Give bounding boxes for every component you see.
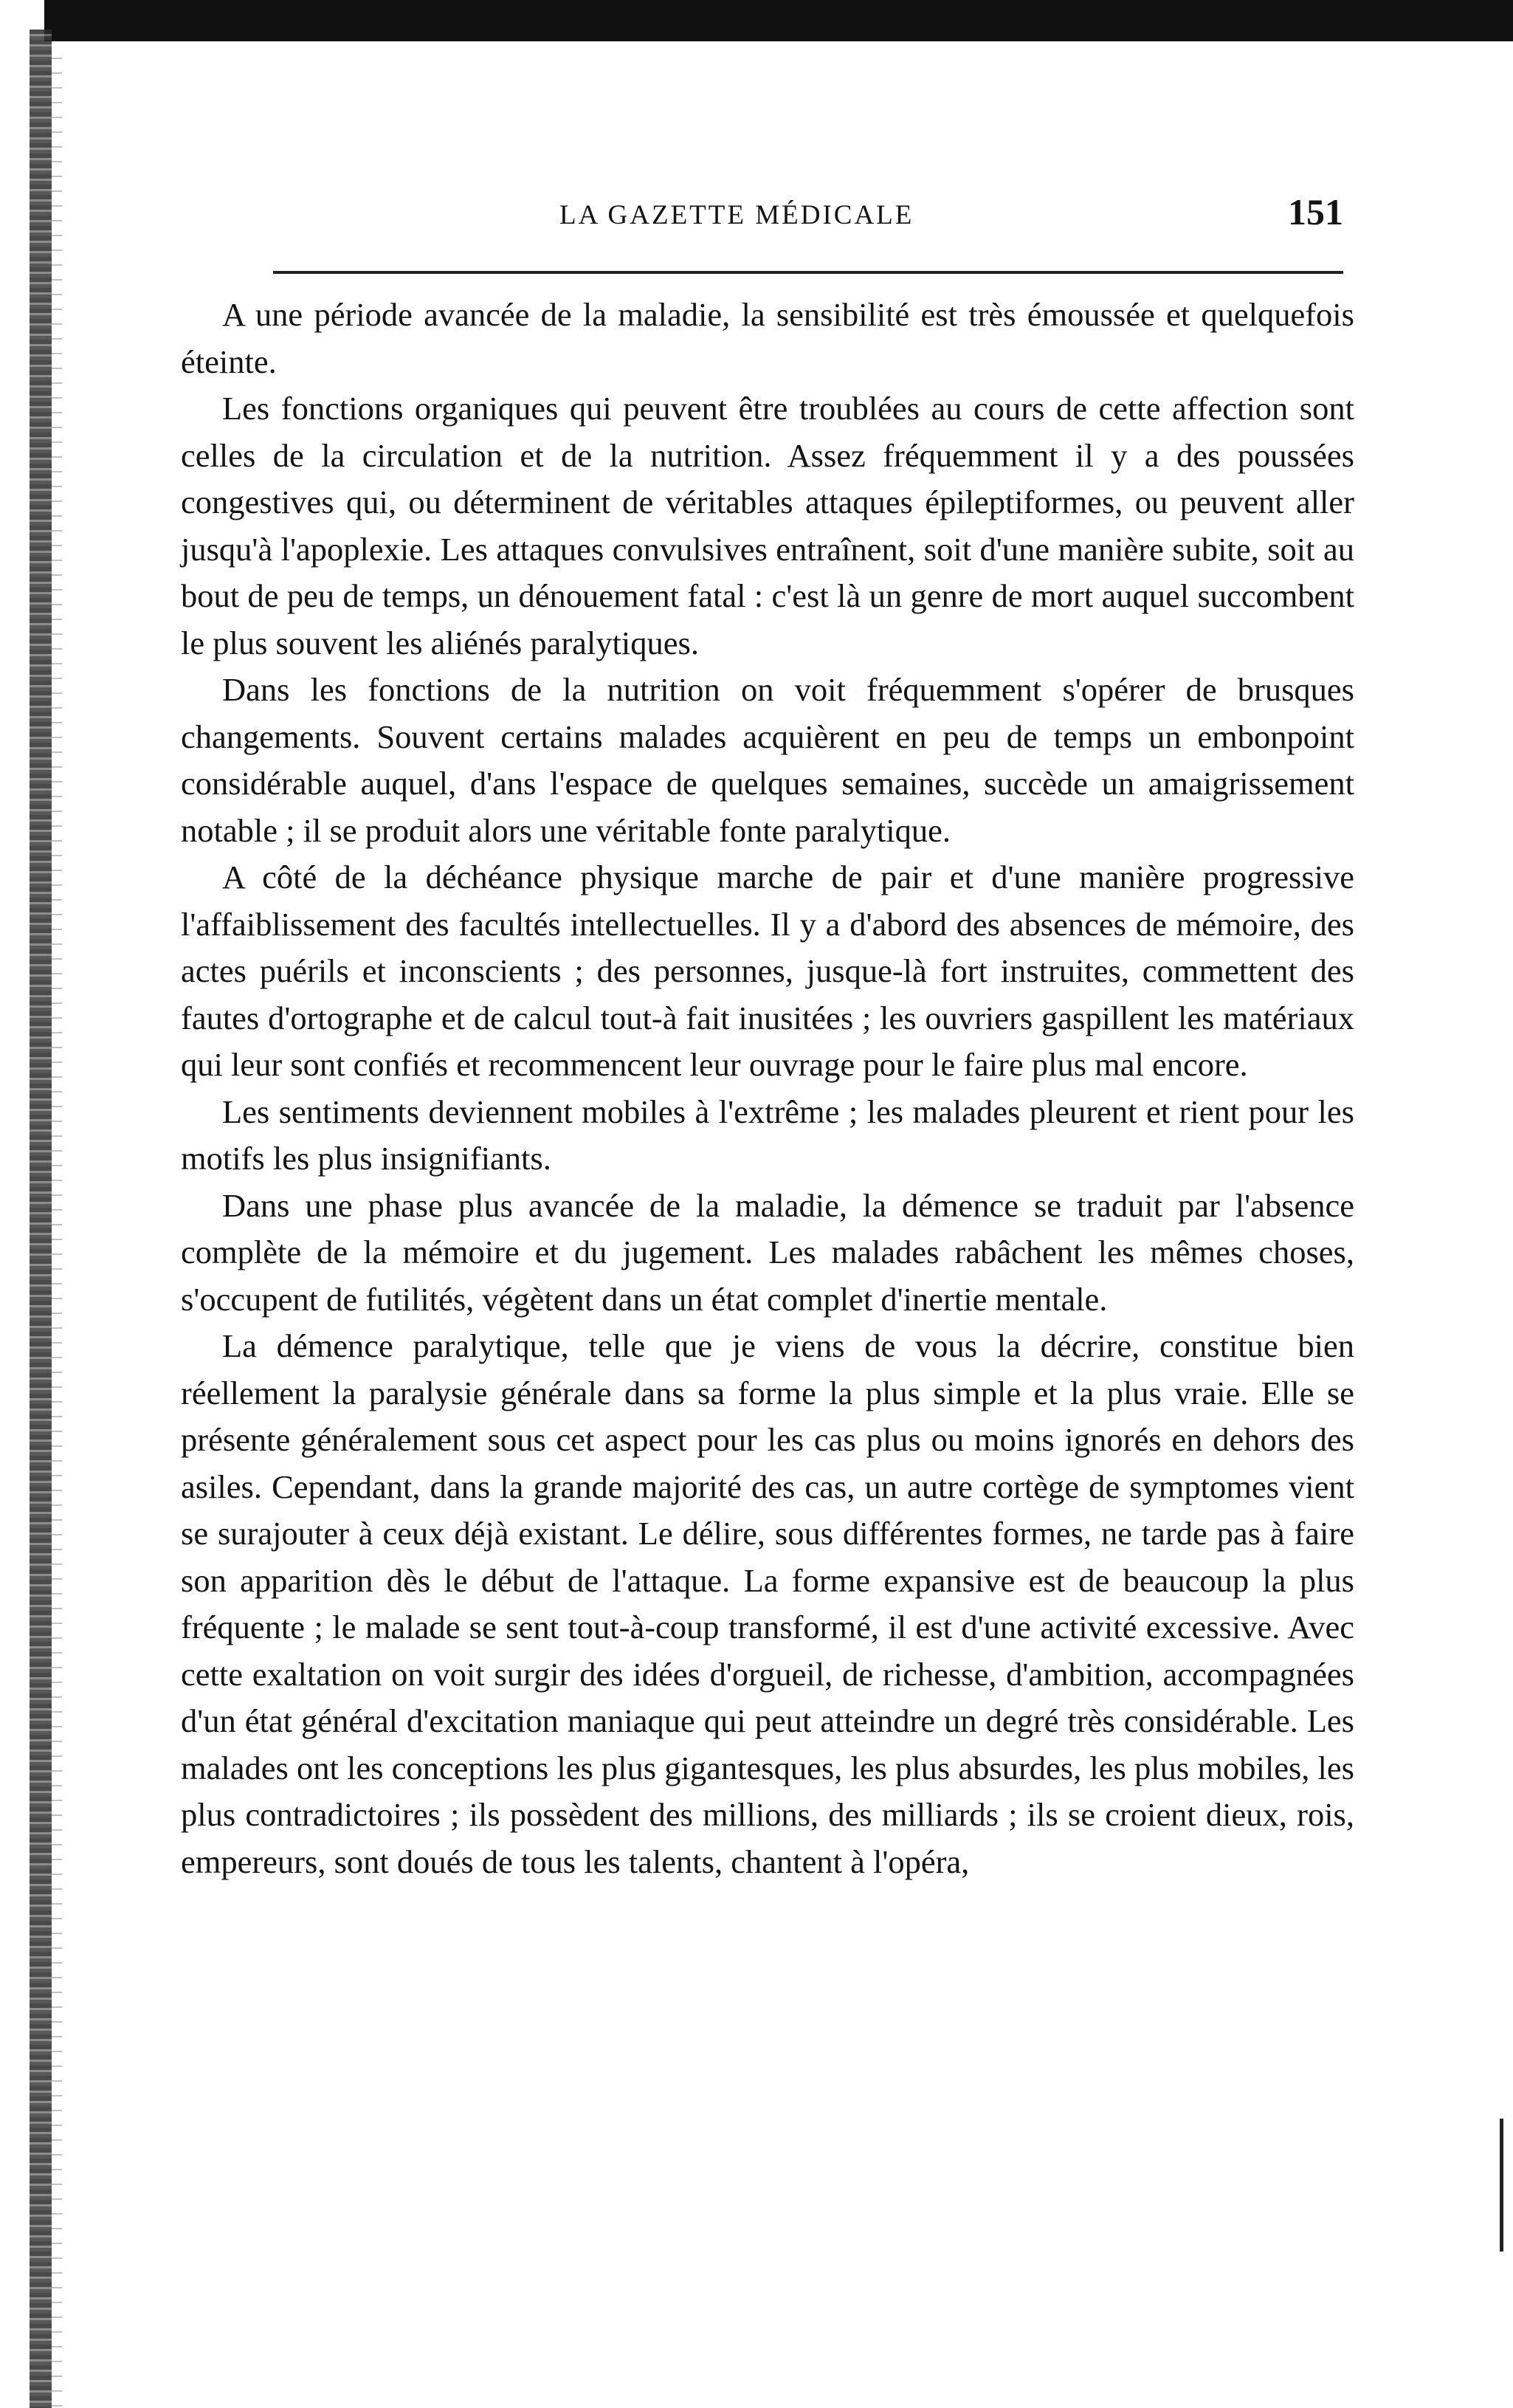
body-text [181, 292, 1354, 1885]
page-header [185, 183, 1343, 242]
page-number: 151 [1288, 191, 1343, 233]
paragraph: Les fonctions organiques qui peuvent être troublées au cours de cette affection sont celles de la circulation et de la nutrition. Assez fréquemment il y a des poussées congestives qui, ou déterminent de véritables attaques épileptiformes, ou peuvent aller jusqu'à l'apoplexie. Les attaques convulsives entraînent, soit d'une manière subite, soit au bout de peu de temps, un dénouement fatal : c'est là un genre de mort auquel succombent le plus souvent les aliénés paralytiques. [181, 390, 1354, 661]
running-title: LA GAZETTE MÉDICALE [559, 200, 914, 230]
scan-binding-shadow [52, 44, 62, 2407]
scan-edge-mark [1500, 2119, 1503, 2252]
header-rule [273, 271, 1343, 274]
paragraph: La démence paralytique, telle que je viens de vous la décrire, constitue bien réellement la paralysie générale dans sa forme la plus simple et la plus vraie. Elle se présente généralement sous cet aspect pour les cas plus ou moins ignorés en dehors des asiles. Cependant, dans la grande majorité des cas, un autre cortège de symptomes vient se surajouter à ceux déjà existant. Le délire, sous différentes formes, ne tarde pas à faire son apparition dès le début de l'attaque. La forme expansive est de beaucoup la plus fréquente ; le malade se sent tout-à-coup transformé, il est d'une activité excessive. Avec cette exaltation on voit surgir des idées d'orgueil, de richesse, d'ambition, accompagnées d'un état général d'excitation maniaque qui peut atteindre un degré très considérable. Les malades ont les conceptions les plus gigantesques, les plus absurdes, les plus mobiles, les plus contradictoires ; ils possèdent des millions, des milliards ; ils se croient dieux, rois, empereurs, sont doués de tous les talents, chantent à l'opéra, [181, 1327, 1354, 1880]
scan-top-edge [44, 0, 1513, 41]
paragraph: A une période avancée de la maladie, la sensibilité est très émoussée et quelquefois éteinte. [181, 296, 1354, 380]
scan-binding-edge [30, 30, 52, 2408]
paragraph: A côté de la déchéance physique marche de pair et d'une manière progressive l'affaiblissement des facultés intellectuelles. Il y a d'abord des absences de mémoire, des actes puérils et inconscients ; des personnes, jusque-là fort instruites, commettent des fautes d'ortographe et de calcul tout-à fait inusitées ; les ouvriers gaspillent les matériaux qui leur sont confiés et recommencent leur ouvrage pour le faire plus mal encore. [181, 859, 1354, 1083]
paragraph: Dans une phase plus avancée de la maladie, la démence se traduit par l'absence complète de la mémoire et du jugement. Les malades rabâchent les mêmes choses, s'occupent de futilités, végètent dans un état complet d'inertie mentale. [181, 1186, 1354, 1318]
paragraph: Les sentiments deviennent mobiles à l'extrême ; les malades pleurent et rient pour les motifs les plus insignifiants. [181, 1093, 1354, 1177]
paragraph: Dans les fonctions de la nutrition on voit fréquemment s'opérer de brusques changements. Souvent certains malades acquièrent en peu de temps un embonpoint considérable auquel, d'ans l'espace de quelques semaines, succède un amaigrissement notable ; il se produit alors une véritable fonte paralytique. [181, 671, 1354, 849]
